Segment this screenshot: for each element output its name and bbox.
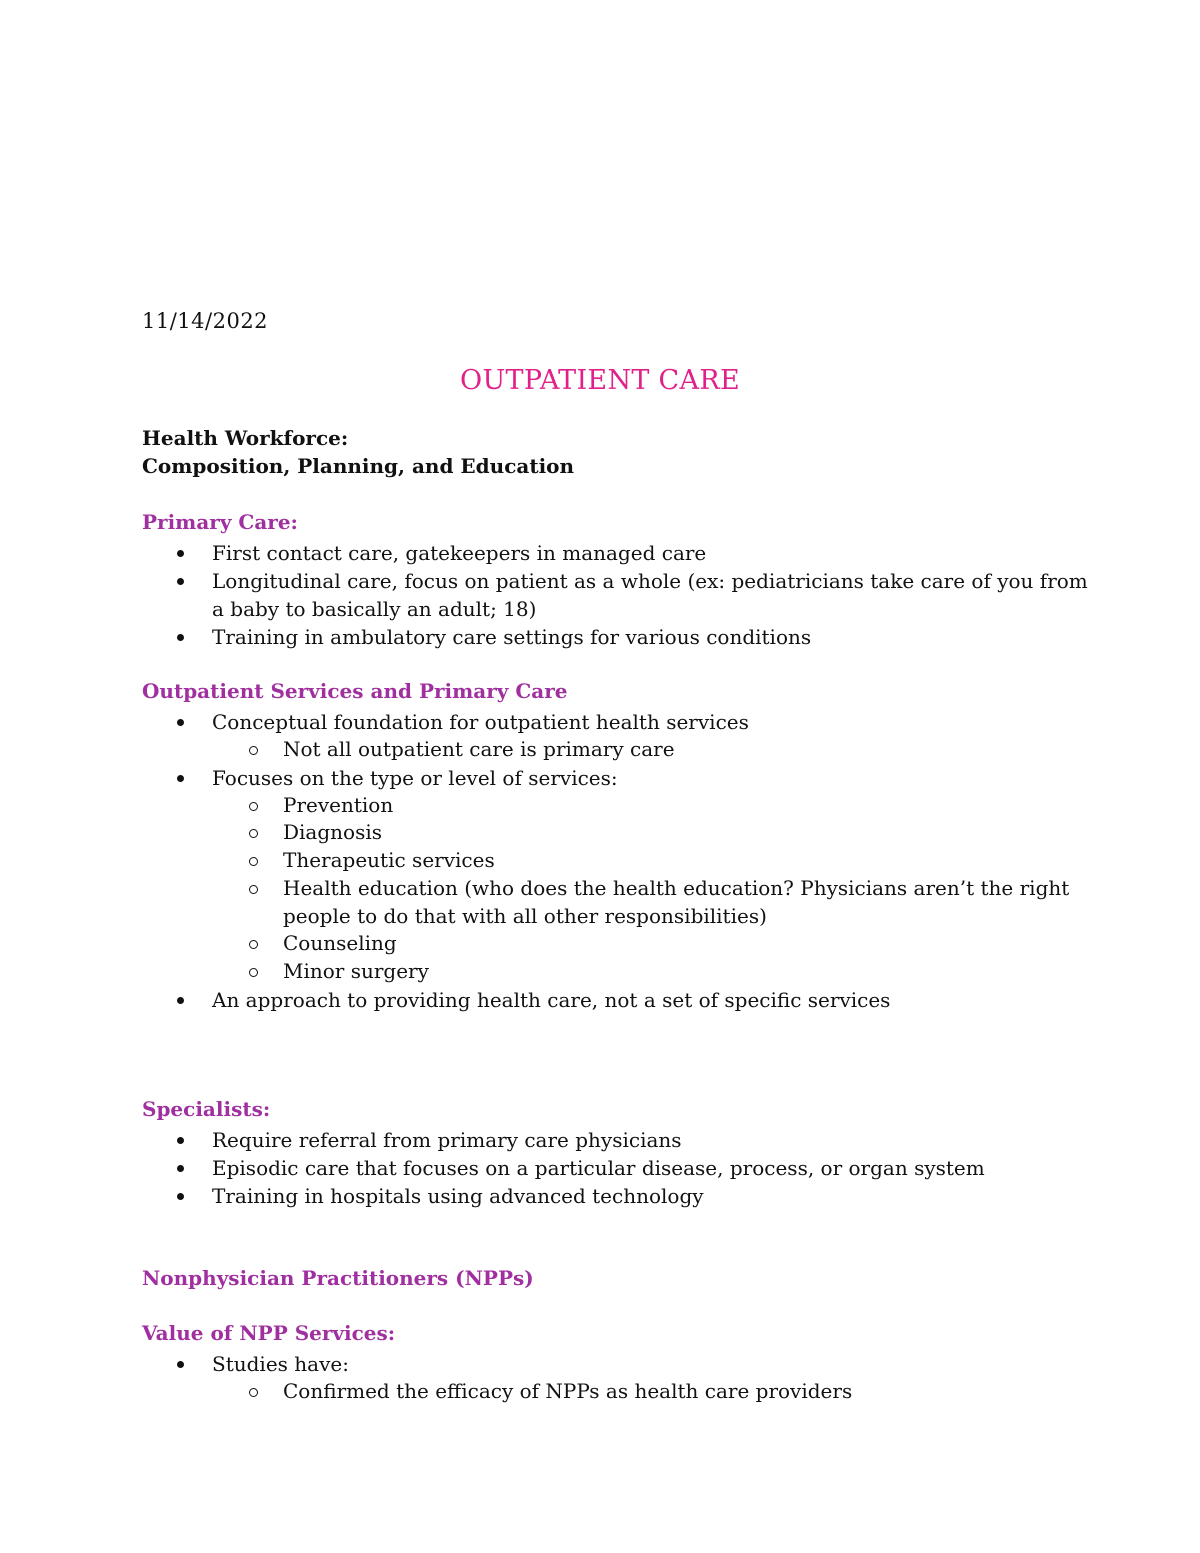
list-item: Training in ambulatory care settings for various conditions <box>142 623 1092 651</box>
section-heading-primary-care: Primary Care: <box>142 510 298 534</box>
intro-heading-line2: Composition, Planning, and Education <box>142 454 575 478</box>
list-item <box>142 708 1092 764</box>
list-item-text: Studies have: <box>212 1352 349 1376</box>
list-item: First contact care, gatekeepers in managed care <box>142 539 1092 567</box>
list-item <box>142 764 1092 986</box>
section-heading-specialists: Specialists: <box>142 1097 271 1121</box>
sub-list-item: Diagnosis <box>212 819 1092 847</box>
sub-list <box>212 792 1092 986</box>
list-item <box>142 1350 1092 1406</box>
sub-list <box>212 1378 1092 1406</box>
sub-list-item: Prevention <box>212 792 1092 820</box>
list-item: An approach to providing health care, not a set of specific services <box>142 986 1092 1014</box>
sub-list <box>212 736 1092 764</box>
document-date: 11/14/2022 <box>142 309 269 333</box>
specialists-list <box>142 1126 1092 1210</box>
intro-heading-line1: Health Workforce: <box>142 426 349 450</box>
sub-list-item: Therapeutic services <box>212 847 1092 875</box>
npp-value-list <box>142 1350 1092 1406</box>
sub-list-item: Counseling <box>212 930 1092 958</box>
list-item: Episodic care that focuses on a particular disease, process, or organ system <box>142 1154 1092 1182</box>
list-item-text: Focuses on the type or level of services: <box>212 765 618 790</box>
section-heading-outpatient-services: Outpatient Services and Primary Care <box>142 679 568 703</box>
list-item: Longitudinal care, focus on patient as a whole (ex: pediatricians take care of you from a baby to basically an adult; 18) <box>142 567 1092 623</box>
list-item: Training in hospitals using advanced technology <box>142 1182 1092 1210</box>
sub-list-item: Confirmed the efficacy of NPPs as health care providers <box>212 1378 1092 1406</box>
sub-list-item: Minor surgery <box>212 958 1092 986</box>
list-item: Require referral from primary care physicians <box>142 1126 1092 1154</box>
primary-care-list <box>142 539 1092 651</box>
outpatient-services-list <box>142 708 1092 1014</box>
document-title: OUTPATIENT CARE <box>460 365 740 396</box>
section-heading-npp: Nonphysician Practitioners (NPPs) <box>142 1266 534 1290</box>
sub-list-item: Not all outpatient care is primary care <box>212 736 1092 764</box>
sub-list-item: Health education (who does the health education? Physicians aren’t the right people to do that with all other responsibilities) <box>212 875 1092 930</box>
list-item-text: Conceptual foundation for outpatient health services <box>212 710 749 734</box>
section-heading-npp-value: Value of NPP Services: <box>142 1321 396 1345</box>
